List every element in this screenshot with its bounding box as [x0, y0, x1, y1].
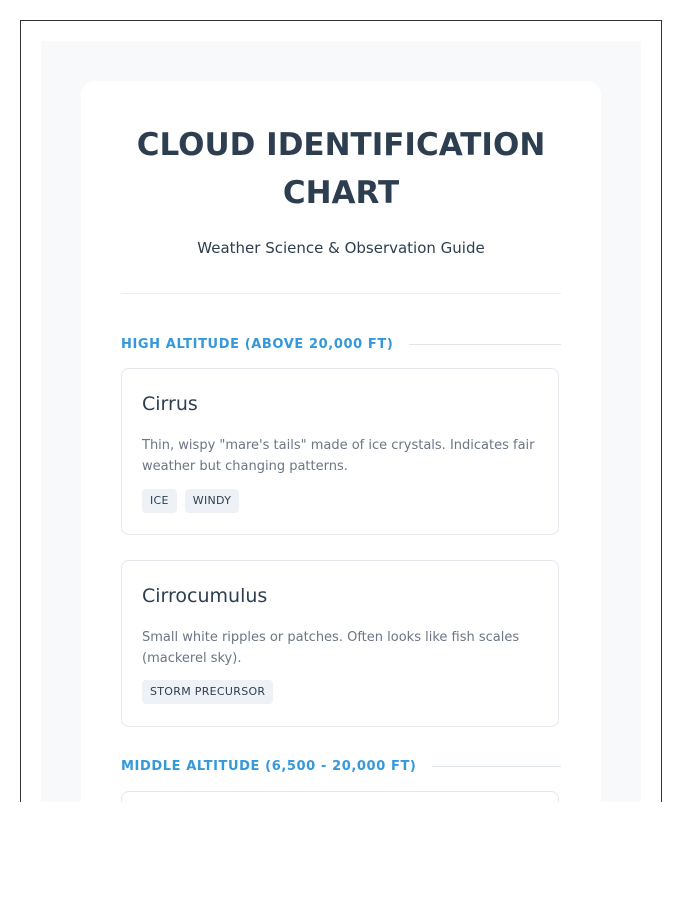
section-divider [409, 344, 561, 345]
cloud-name: Cirrus [142, 393, 198, 415]
header-divider [121, 293, 561, 294]
cloud-card-cirrus [121, 368, 559, 535]
cloud-card-partial [121, 791, 559, 802]
section-divider [432, 766, 561, 767]
tag-ice: ICE [142, 489, 177, 513]
tag-list [142, 489, 239, 513]
cloud-description: Small white ripples or patches. Often looks like fish scales (mackerel sky). [142, 630, 520, 666]
page-background [41, 41, 641, 802]
cloud-card-cirrocumulus [121, 560, 559, 727]
document-frame [20, 20, 662, 802]
cloud-description: Thin, wispy "mare's tails" made of ice crystals. Indicates fair weather but changing patterns. [142, 438, 535, 474]
section-header-high-altitude [121, 334, 561, 354]
section-header-middle-altitude [121, 756, 561, 776]
section-title: HIGH ALTITUDE (ABOVE 20,000 FT) [121, 336, 394, 352]
page-subtitle: Weather Science & Observation Guide [197, 239, 485, 257]
chart-card [81, 81, 601, 802]
tag-list [142, 680, 273, 704]
tag-windy: WINDY [185, 489, 239, 513]
cloud-name: Cirrocumulus [142, 585, 268, 607]
section-title: MIDDLE ALTITUDE (6,500 - 20,000 FT) [121, 758, 417, 774]
tag-storm-precursor: STORM PRECURSOR [142, 680, 273, 704]
chart-header [121, 121, 561, 257]
page-title: CLOUD IDENTIFICATION CHART [136, 127, 546, 211]
